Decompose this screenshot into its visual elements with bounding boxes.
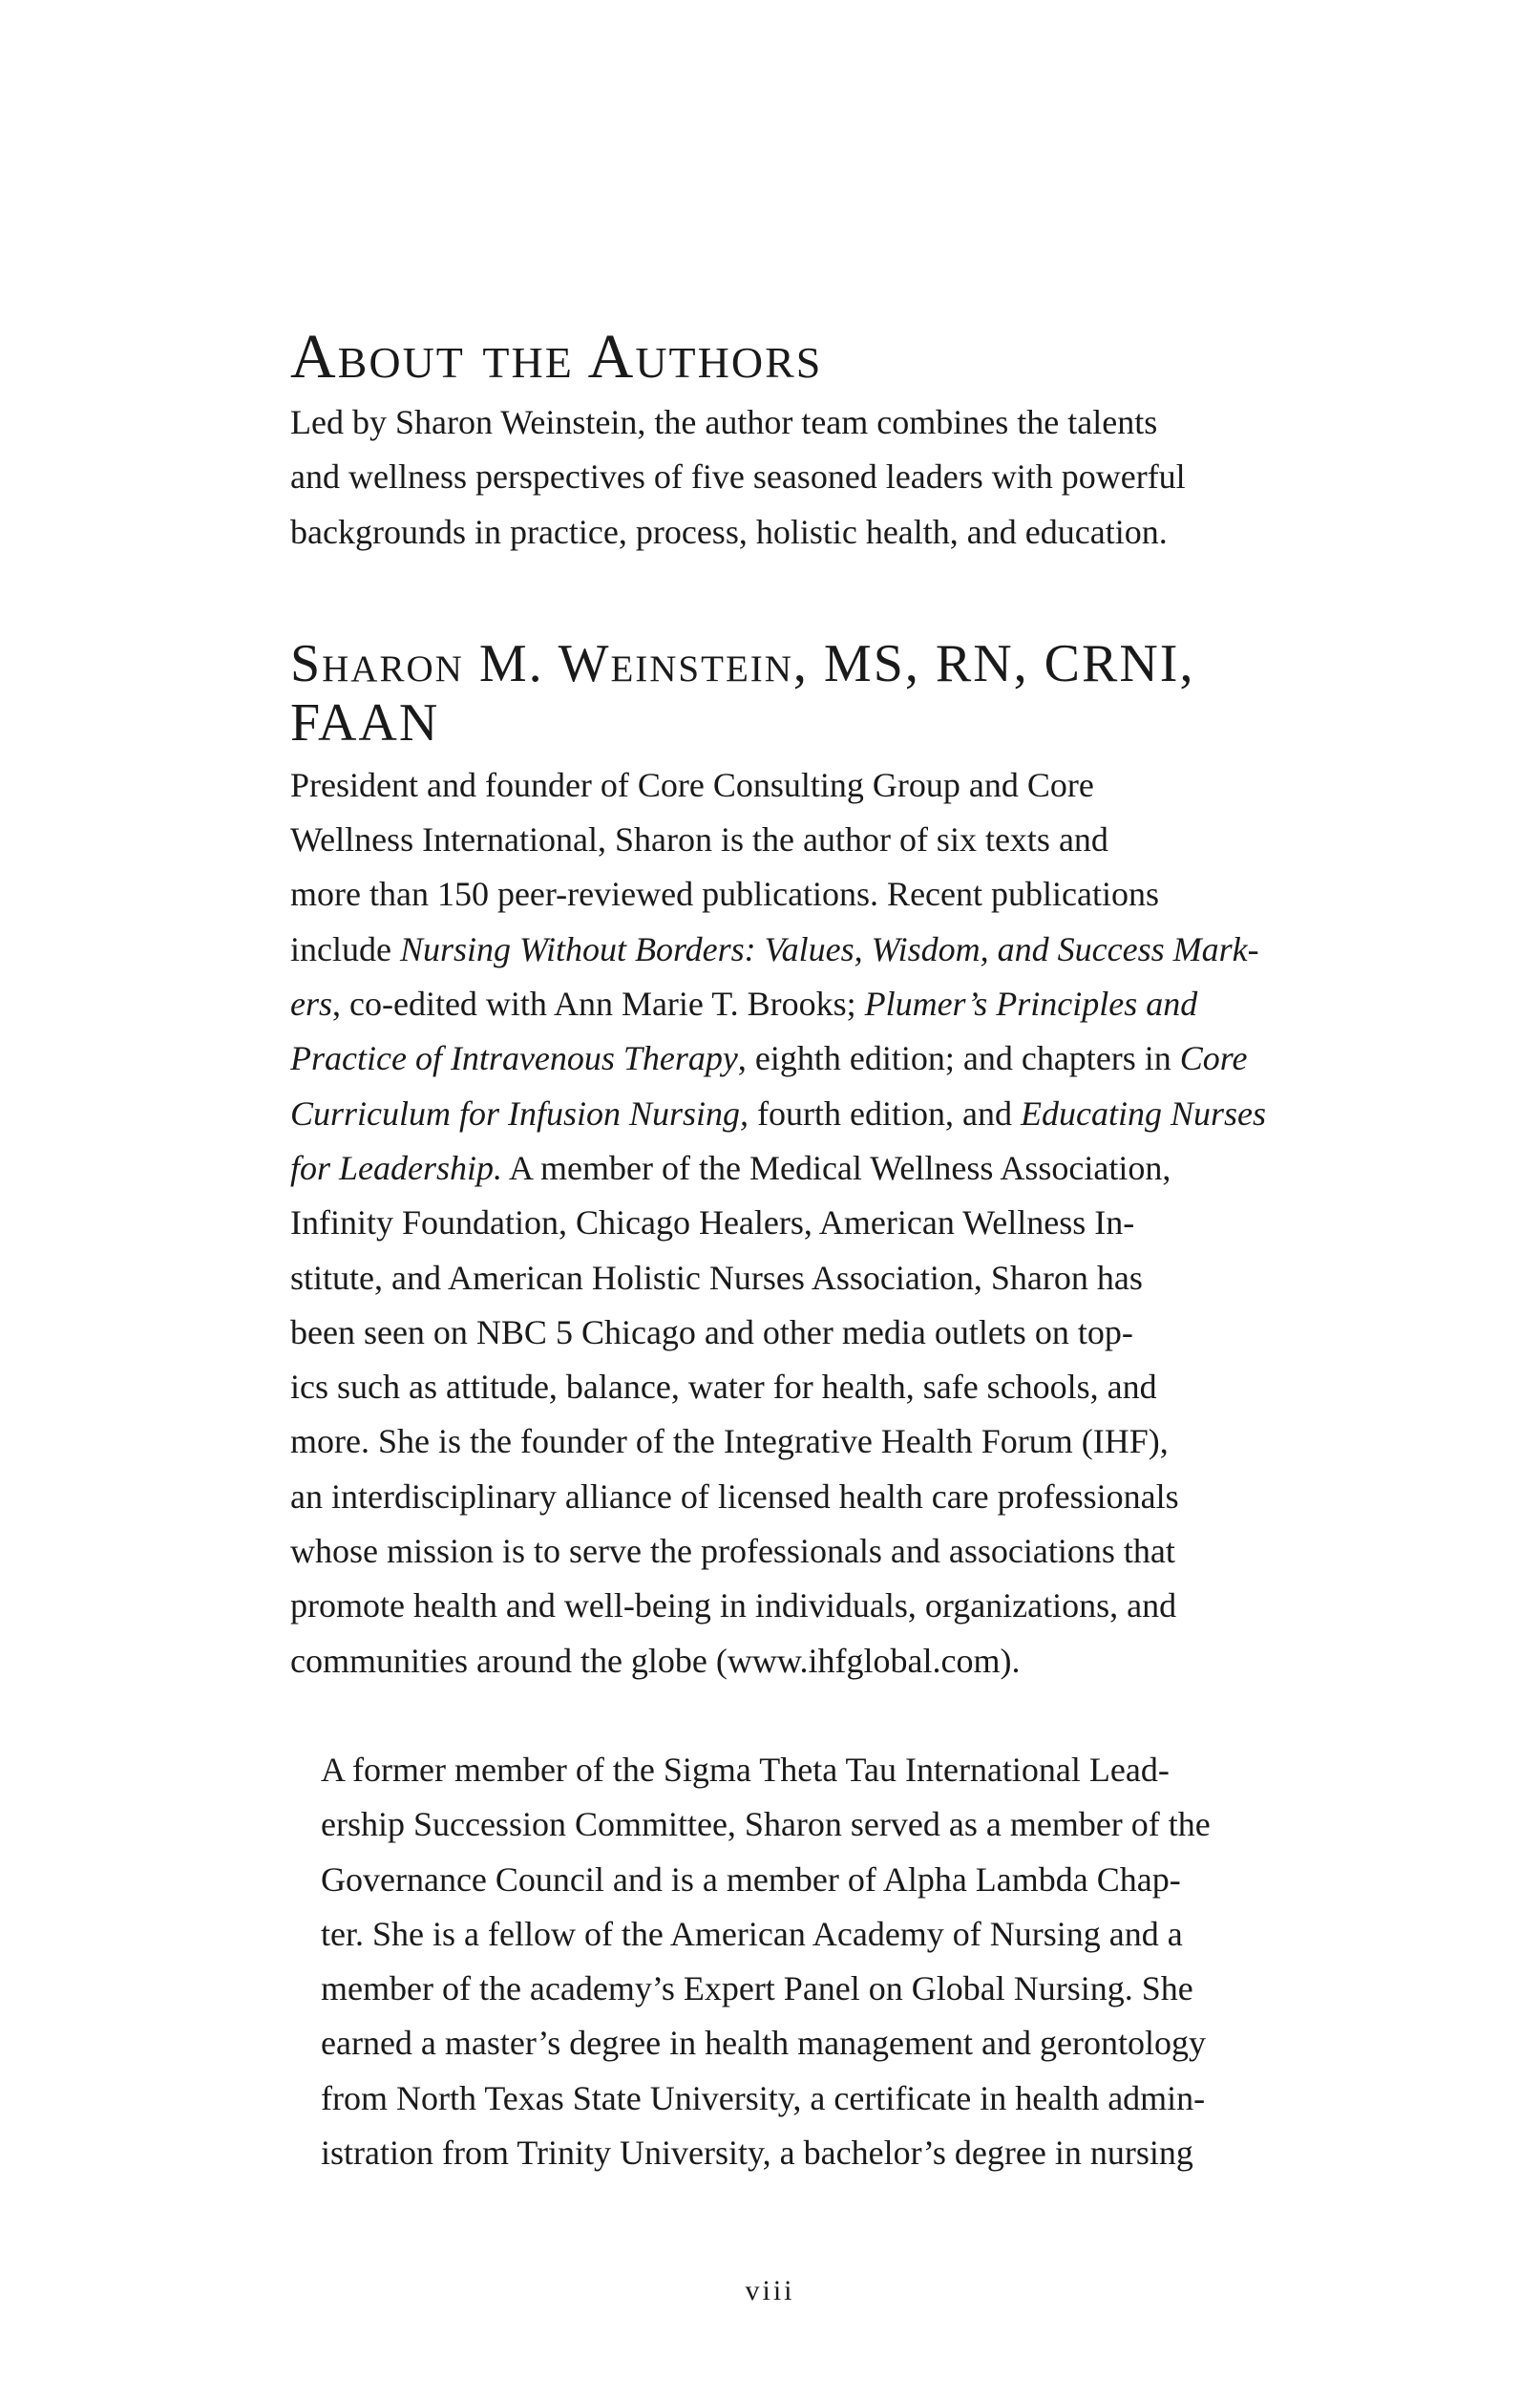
text-line: ics such as attitude, balance, water for health, safe schools, and xyxy=(290,1368,1157,1407)
text-line xyxy=(290,977,1293,1031)
text-line: from North Texas State University, a certificate in health admin- xyxy=(321,2078,1206,2117)
page-number: viii xyxy=(745,2275,795,2306)
text-line: communities around the globe (www.ihfglobal.com). xyxy=(290,1641,1021,1680)
text-line xyxy=(290,1031,1293,1086)
text-line: member of the academy’s Expert Panel on Global Nursing. She xyxy=(321,1969,1193,2008)
book-title: Educating Nurses xyxy=(1021,1094,1267,1133)
text-line xyxy=(290,1087,1293,1141)
text-line: backgrounds in practice, process, holistic health, and education. xyxy=(290,512,1168,551)
book-title: Nursing Without Borders: Values, Wisdom, and Success Mark- xyxy=(399,929,1259,968)
text-line: Led by Sharon Weinstein, the author team combines the talents xyxy=(290,403,1158,441)
text-line: promote health and well-being in individuals, organizations, and xyxy=(290,1586,1177,1625)
text-run: fourth edition, and xyxy=(749,1094,1022,1133)
text-line: Infinity Foundation, Chicago Healers, American Wellness In- xyxy=(290,1203,1135,1242)
text-line: more. She is the founder of the Integrative Health Forum (IHF), xyxy=(290,1422,1169,1461)
text-run: include xyxy=(290,929,400,968)
text-line: ership Succession Committee, Sharon served as a member of the xyxy=(321,1805,1211,1844)
author-heading-line: Sharon M. Weinstein, MS, RN, CRNI, xyxy=(290,633,1195,693)
text-run: A member of the Medical Wellness Association, xyxy=(502,1148,1171,1187)
section-title: About the Authors xyxy=(290,322,823,392)
text-line: Wellness International, Sharon is the author of six texts and xyxy=(290,820,1108,860)
text-line: istration from Trinity University, a bachelor’s degree in nursing xyxy=(321,2134,1193,2173)
book-title: Curriculum for Infusion Nursing, xyxy=(290,1094,749,1133)
book-title: for Leadership. xyxy=(290,1148,503,1187)
book-title: ers xyxy=(290,985,332,1024)
text-line: President and founder of Core Consulting Group and Core xyxy=(290,765,1094,804)
text-line: and wellness perspectives of five seasoned leaders with powerful xyxy=(290,457,1186,497)
text-line: been seen on NBC 5 Chicago and other media outlets on top- xyxy=(290,1312,1133,1351)
text-line: stitute, and American Holistic Nurses Association, Sharon has xyxy=(290,1258,1143,1297)
text-line: more than 150 peer-reviewed publications. Recent publications xyxy=(290,875,1159,914)
text-line: Governance Council and is a member of Alpha Lambda Chap- xyxy=(321,1859,1181,1899)
book-title: Plumer’s Principles and xyxy=(864,985,1198,1024)
intro-paragraph xyxy=(290,395,1293,560)
page-body xyxy=(290,322,1293,2180)
book-title: Practice of Intravenous Therapy xyxy=(290,1039,738,1078)
author-heading-line: FAAN xyxy=(290,692,440,753)
text-run: , co-edited with Ann Marie T. Brooks; xyxy=(332,985,865,1024)
book-title: Core xyxy=(1179,1039,1248,1078)
text-line xyxy=(290,923,1293,977)
text-line: ter. She is a fellow of the American Academy of Nursing and a xyxy=(321,1914,1183,1953)
bio-paragraph-1 xyxy=(290,758,1293,1688)
bio-paragraph-2 xyxy=(290,1743,1293,2180)
text-line: A former member of the Sigma Theta Tau International Lead- xyxy=(321,1750,1170,1789)
text-run: , eighth edition; and chapters in xyxy=(737,1039,1180,1078)
text-line: earned a master’s degree in health management and gerontology xyxy=(321,2024,1206,2063)
text-line: whose mission is to serve the professionals and associations that xyxy=(290,1532,1175,1571)
author-heading xyxy=(290,634,1293,753)
text-line: an interdisciplinary alliance of licensed health care professionals xyxy=(290,1476,1179,1516)
text-line xyxy=(290,1141,1293,1196)
